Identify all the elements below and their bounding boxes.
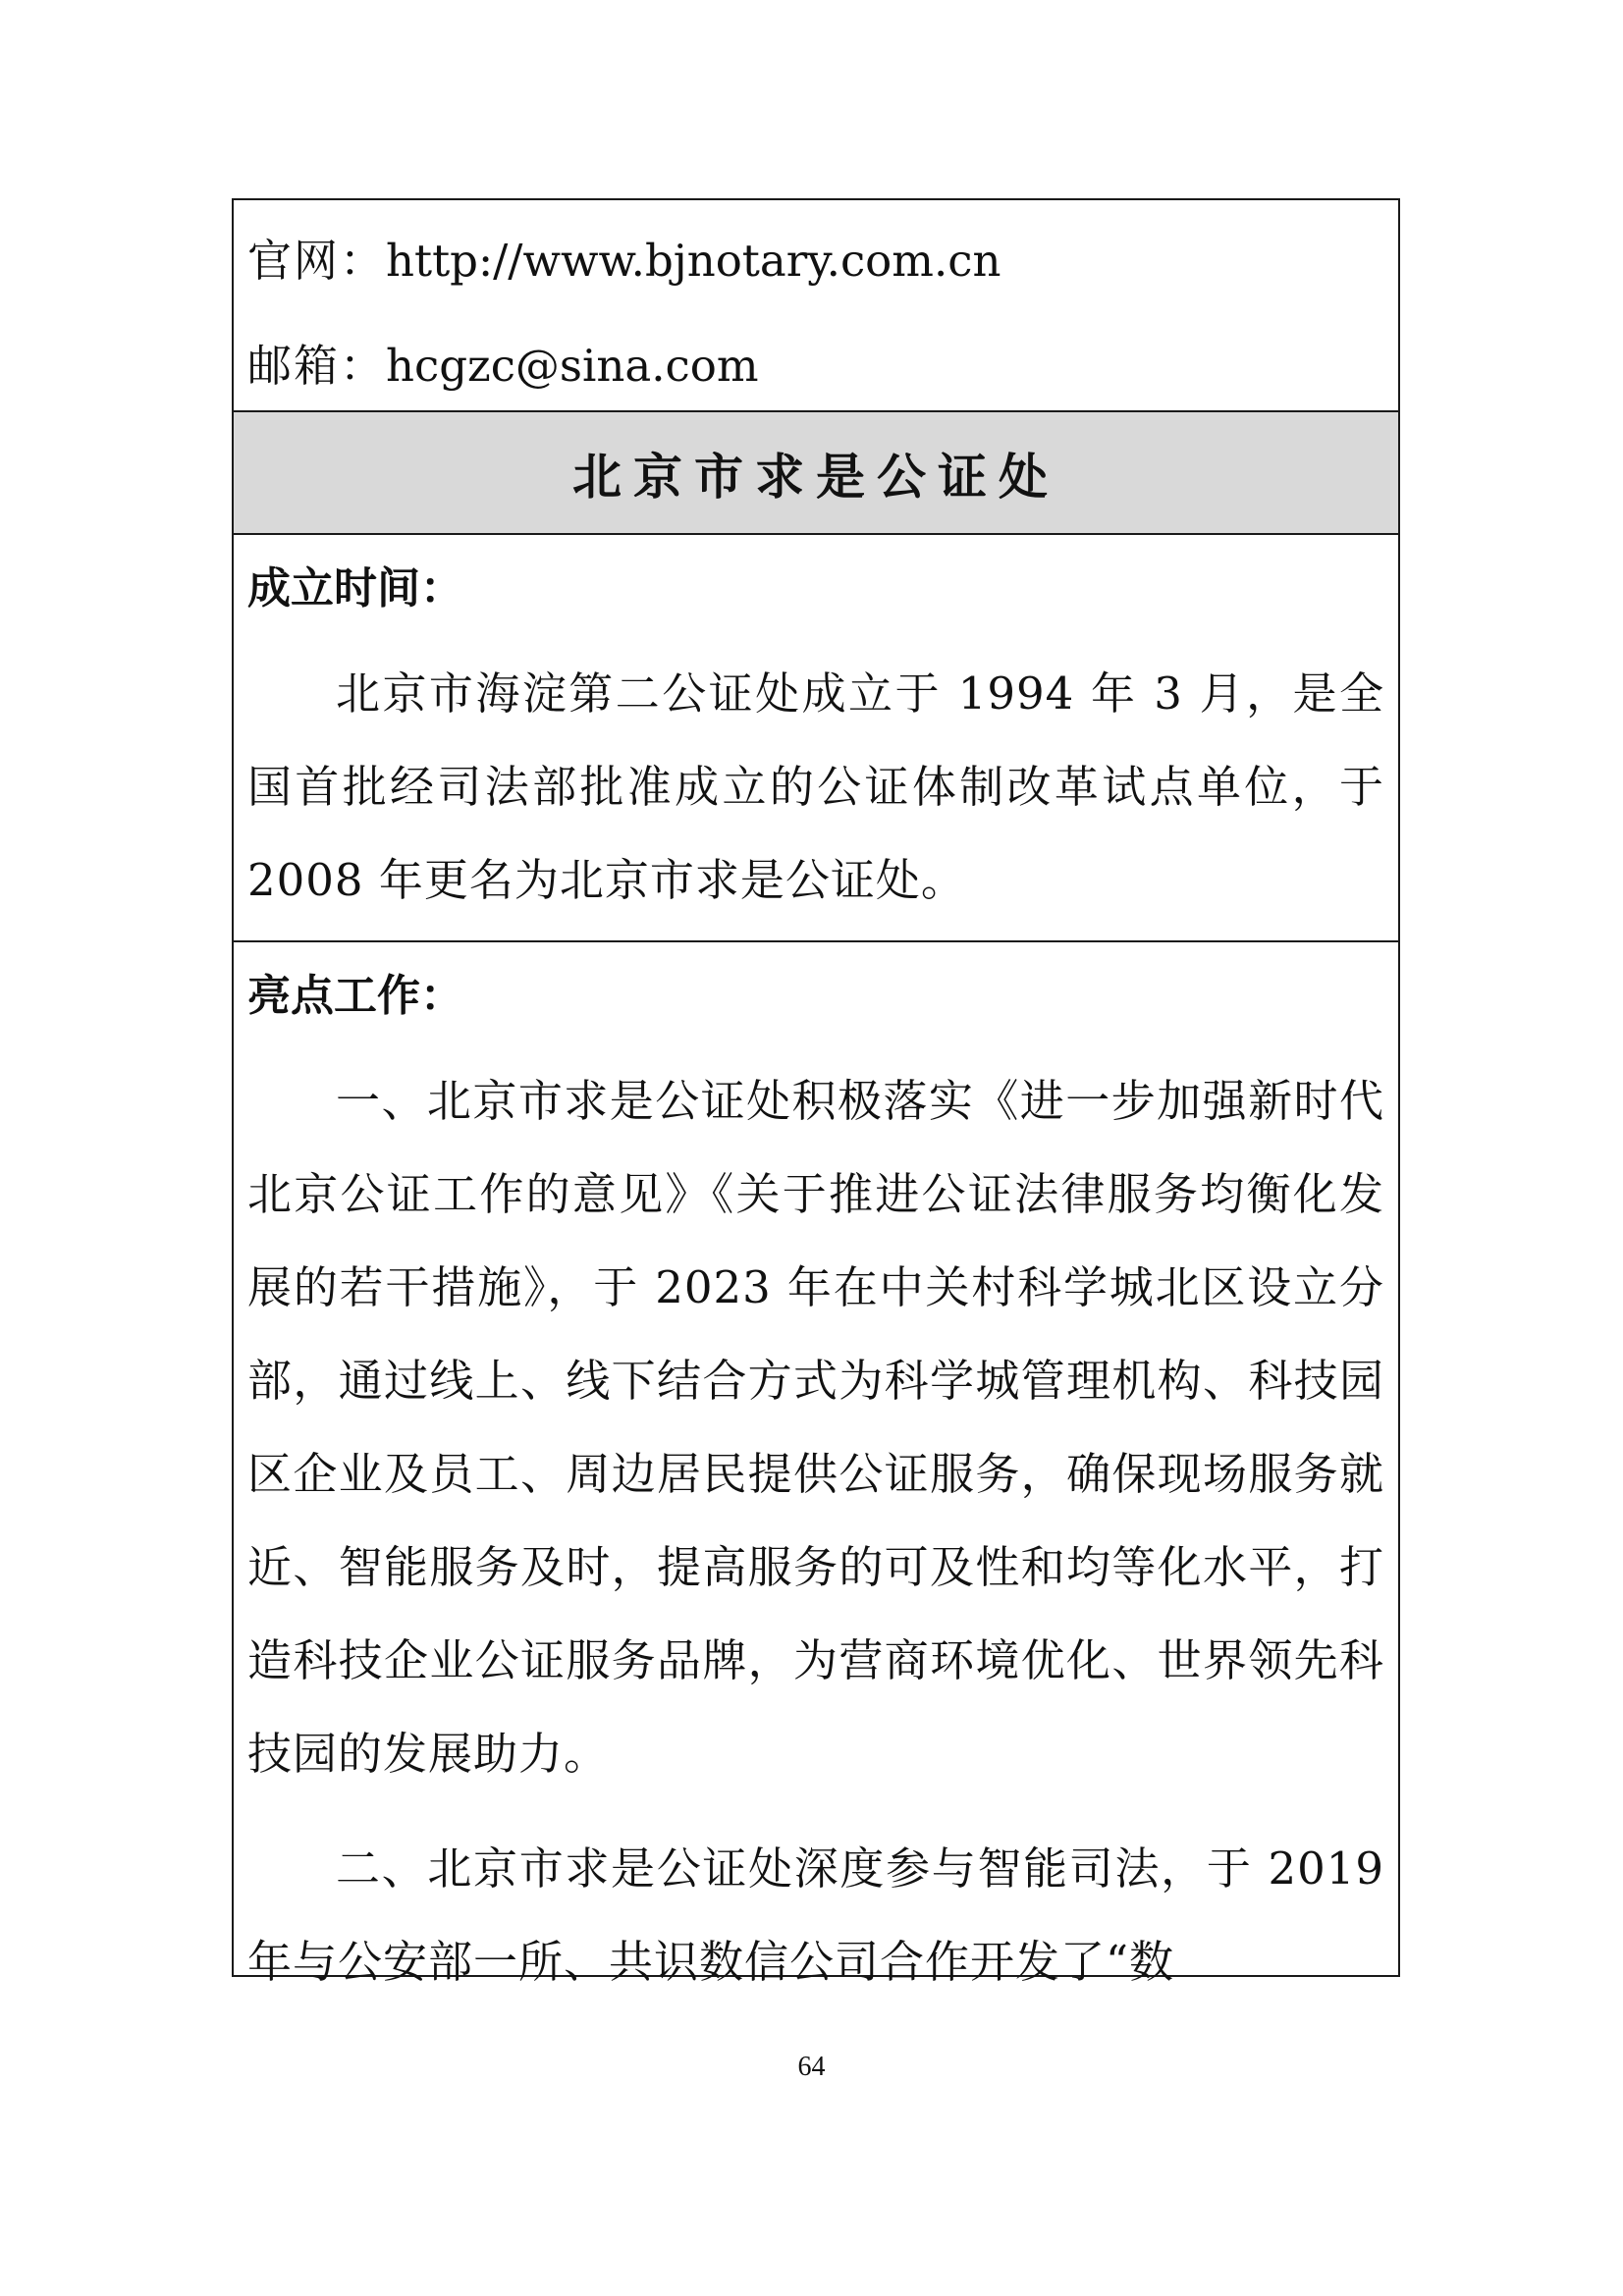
highlights-heading: 亮点工作： [247,971,463,1021]
highlights-paragraph-2: 二、北京市求是公证处深度参与智能司法，于 2019 年与公安部一所、共识数信公司合作开发了“数 [247,1842,1384,1988]
website-label: 官网： [247,235,387,287]
page-number: 64 [797,2052,826,2082]
founded-paragraph: 北京市海淀第二公证处成立于 1994 年 3 月，是全国首批经司法部批准成立的公证体制改革试点单位，于 2008 年更名为北京市求是公证处。 [247,667,1384,906]
contact-section [234,200,1398,412]
info-table [232,198,1400,1988]
founded-heading: 成立时间： [247,563,463,614]
email-line [247,313,1384,418]
website-value: http://www.bjnotary.com.cn [386,235,1001,287]
organization-title: 北京市求是公证处 [572,448,1059,506]
founded-section [234,535,1398,942]
highlights-section [234,942,1398,1988]
website-line [247,208,1384,313]
organization-title-row [234,412,1398,535]
highlights-paragraph-1: 一、北京市求是公证处积极落实《进一步加强新时代北京公证工作的意见》《关于推进公证法律服务均衡化发展的若干措施》，于 2023 年在中关村科学城北区设立分部，通过线上、线下结合方式为科学城管理机构、科技园区企业及员工、周边居民提供公证服务，确保现场服务就近、智能服务及时，提高服务的可及性和均等化水平，打造科技企业公证服务品牌，为营商环境优化、世界领先科技园的发展助力。 [247,1075,1384,1780]
email-value: hcgzc@sina.com [386,340,759,392]
email-label: 邮箱： [247,340,387,392]
